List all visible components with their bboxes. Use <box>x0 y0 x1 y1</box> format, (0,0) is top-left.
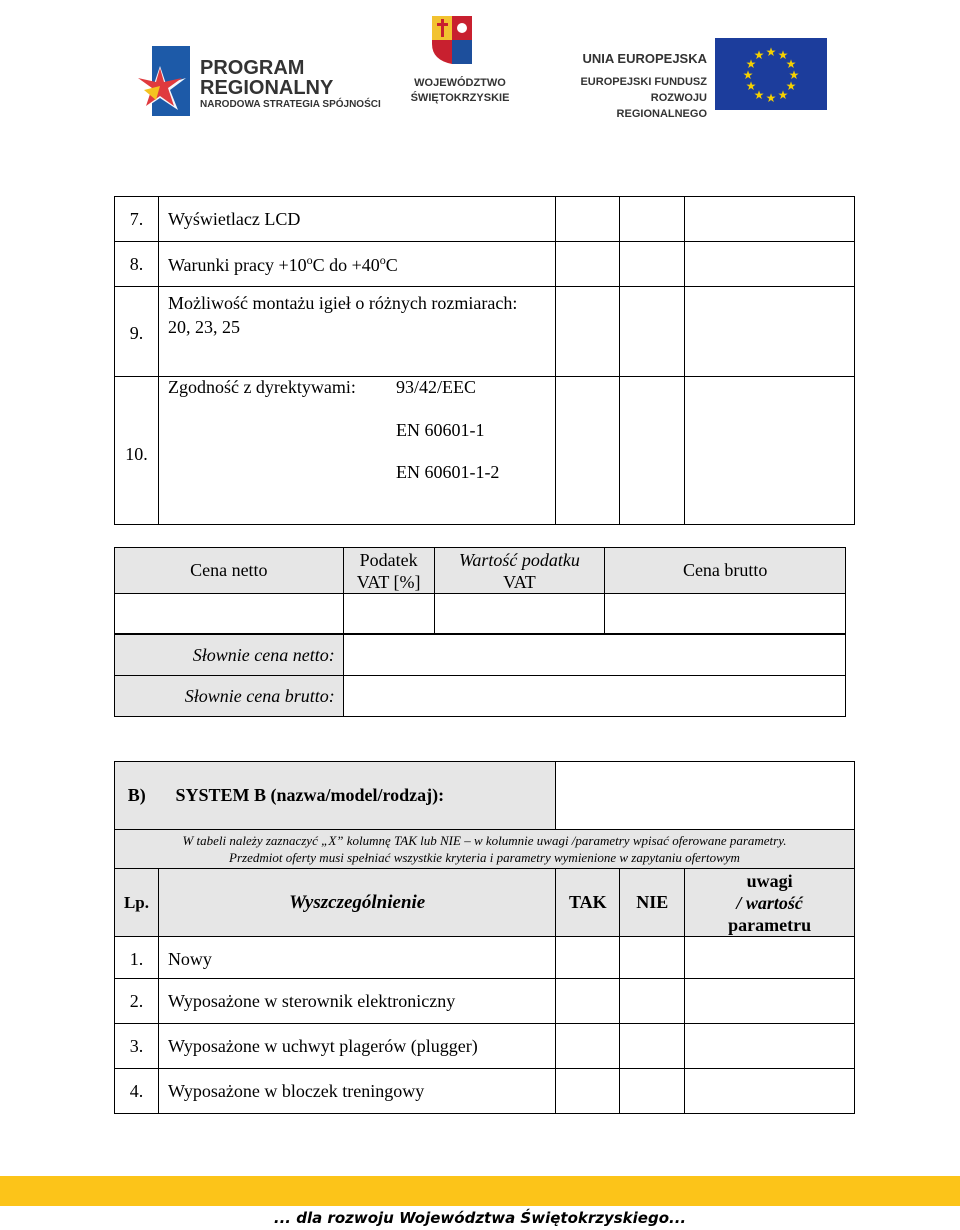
table-row <box>115 979 855 1024</box>
footer-slogan: ... dla rozwoju Województwa Świętokrzyskiego... <box>0 1206 960 1229</box>
nie-cell[interactable] <box>620 287 685 377</box>
tak-cell[interactable] <box>556 287 620 377</box>
price-gross-words-field[interactable] <box>343 676 845 717</box>
table-row <box>115 676 846 717</box>
row-text: Wyposażone w bloczek treningowy <box>158 1069 555 1114</box>
eu-fund-line2: ROZWOJU REGIONALNEGO <box>616 92 707 120</box>
row-number: 1. <box>115 937 159 979</box>
price-net-header: Cena netto <box>115 548 344 594</box>
row-text: Warunki pracy $+10^oC$ do $+40^oC$ <box>158 242 556 287</box>
vat-value-header: Wartość podatku VAT <box>434 548 605 594</box>
svg-text:★: ★ <box>788 68 800 82</box>
vat-value[interactable] <box>434 594 605 634</box>
table-row <box>115 1024 855 1069</box>
nie-cell[interactable] <box>620 979 685 1024</box>
price-gross-header: Cena brutto <box>605 548 846 594</box>
row-number: 9. <box>115 287 159 377</box>
row-text: Wyposażone w uchwyt plagerów (plugger) <box>158 1024 555 1069</box>
notes-header: uwagi / wartość parametru <box>685 869 855 937</box>
row-number: 3. <box>115 1024 159 1069</box>
price-in-words-table <box>114 634 846 717</box>
instructions: W tabeli należy zaznaczyć „X” kolumnę TAK lub NIE – w kolumnie uwagi /parametry wpisać oferowane parametry. Przedmiot oferty musi spełniać wszystkie kryteria i parametry wymienione w zapytaniu ofertowym <box>115 830 855 869</box>
table-row <box>115 937 855 979</box>
svg-text:★: ★ <box>742 68 754 82</box>
program-regionalny-logo <box>134 38 384 120</box>
svg-text:★: ★ <box>785 79 797 93</box>
row-number: 10. <box>115 377 159 525</box>
row-text: Możliwość montażu igieł o różnych rozmiarach: 20, 23, 25 <box>158 287 556 377</box>
woj-line1: WOJEWÓDZTWO <box>414 77 506 89</box>
table-row <box>115 594 846 634</box>
svg-text:★: ★ <box>765 45 777 59</box>
row-text: Nowy <box>158 937 555 979</box>
table-row <box>115 548 846 594</box>
svg-text:★: ★ <box>753 48 765 62</box>
eu-fund-line1: EUROPEJSKI FUNDUSZ <box>580 76 707 88</box>
spec-header: Wyszczególnienie <box>158 869 555 937</box>
row-text: Wyposażone w sterownik elektroniczny <box>158 979 555 1024</box>
row-number: 4. <box>115 1069 159 1114</box>
table-row <box>115 830 855 869</box>
svg-text:★: ★ <box>753 88 765 102</box>
nie-cell[interactable] <box>620 1069 685 1114</box>
coat-of-arms-icon <box>432 16 472 64</box>
tak-cell[interactable] <box>556 1024 620 1069</box>
requirements-table-top <box>114 196 855 525</box>
notes-cell[interactable] <box>685 242 855 287</box>
wojewodztwo-logo <box>410 16 510 116</box>
table-row <box>115 635 846 676</box>
svg-text:★: ★ <box>777 88 789 102</box>
program-strategy: NARODOWA STRATEGIA SPÓJNOŚCI <box>200 99 381 110</box>
table-header-row <box>115 869 855 937</box>
tak-cell[interactable] <box>556 377 620 525</box>
svg-text:★: ★ <box>745 57 757 71</box>
price-net-words-field[interactable] <box>343 635 845 676</box>
notes-cell[interactable] <box>685 1069 855 1114</box>
table-row <box>115 1069 855 1114</box>
svg-text:★: ★ <box>765 91 777 105</box>
nie-header: NIE <box>620 869 685 937</box>
price-gross-value[interactable] <box>605 594 846 634</box>
notes-cell[interactable] <box>685 287 855 377</box>
notes-cell[interactable] <box>685 197 855 242</box>
row-text: Zgodność z dyrektywami: 93/42/EEC EN 60601-1 EN 60601-1-2 <box>158 377 556 525</box>
notes-cell[interactable] <box>685 1024 855 1069</box>
tak-cell[interactable] <box>556 937 620 979</box>
nie-cell[interactable] <box>620 1024 685 1069</box>
svg-text:★: ★ <box>777 48 789 62</box>
tak-cell[interactable] <box>556 242 620 287</box>
notes-cell[interactable] <box>685 937 855 979</box>
lp-header: Lp. <box>115 869 159 937</box>
star-flag-icon <box>134 38 194 118</box>
tak-cell[interactable] <box>556 197 620 242</box>
nie-cell[interactable] <box>620 377 685 525</box>
nie-cell[interactable] <box>620 937 685 979</box>
row-number: 7. <box>115 197 159 242</box>
table-row <box>115 242 855 287</box>
footer-bar <box>0 1176 960 1206</box>
tak-header: TAK <box>556 869 620 937</box>
tak-cell[interactable] <box>556 979 620 1024</box>
program-title: PROGRAM <box>200 57 305 79</box>
nie-cell[interactable] <box>620 242 685 287</box>
system-b-table <box>114 761 855 1114</box>
program-subtitle: REGIONALNY <box>200 77 334 99</box>
row-text: Wyświetlacz LCD <box>158 197 556 242</box>
tak-cell[interactable] <box>556 1069 620 1114</box>
eu-flag-icon <box>715 38 827 110</box>
svg-text:★: ★ <box>785 57 797 71</box>
svg-text:★: ★ <box>745 79 757 93</box>
price-net-words-label: Słownie cena netto: <box>115 635 344 676</box>
table-row <box>115 287 855 377</box>
table-row <box>115 377 855 525</box>
price-net-value[interactable] <box>115 594 344 634</box>
section-title: SYSTEM B (nazwa/model/rodzaj): <box>158 762 555 830</box>
row-number: 8. <box>115 242 159 287</box>
section-letter: B) <box>115 762 159 830</box>
price-gross-words-label: Słownie cena brutto: <box>115 676 344 717</box>
table-row <box>115 762 855 830</box>
vat-rate-header: Podatek VAT [%] <box>343 548 434 594</box>
system-b-name-field[interactable] <box>556 762 855 830</box>
notes-cell[interactable] <box>685 377 855 525</box>
vat-rate-value[interactable] <box>343 594 434 634</box>
eu-title: UNIA EUROPEJSKA <box>582 51 707 66</box>
eu-logo <box>565 36 827 120</box>
woj-line2: ŚWIĘTOKRZYSKIE <box>410 92 510 104</box>
nie-cell[interactable] <box>620 197 685 242</box>
price-table <box>114 547 846 634</box>
table-row <box>115 197 855 242</box>
row-number: 2. <box>115 979 159 1024</box>
notes-cell[interactable] <box>685 979 855 1024</box>
